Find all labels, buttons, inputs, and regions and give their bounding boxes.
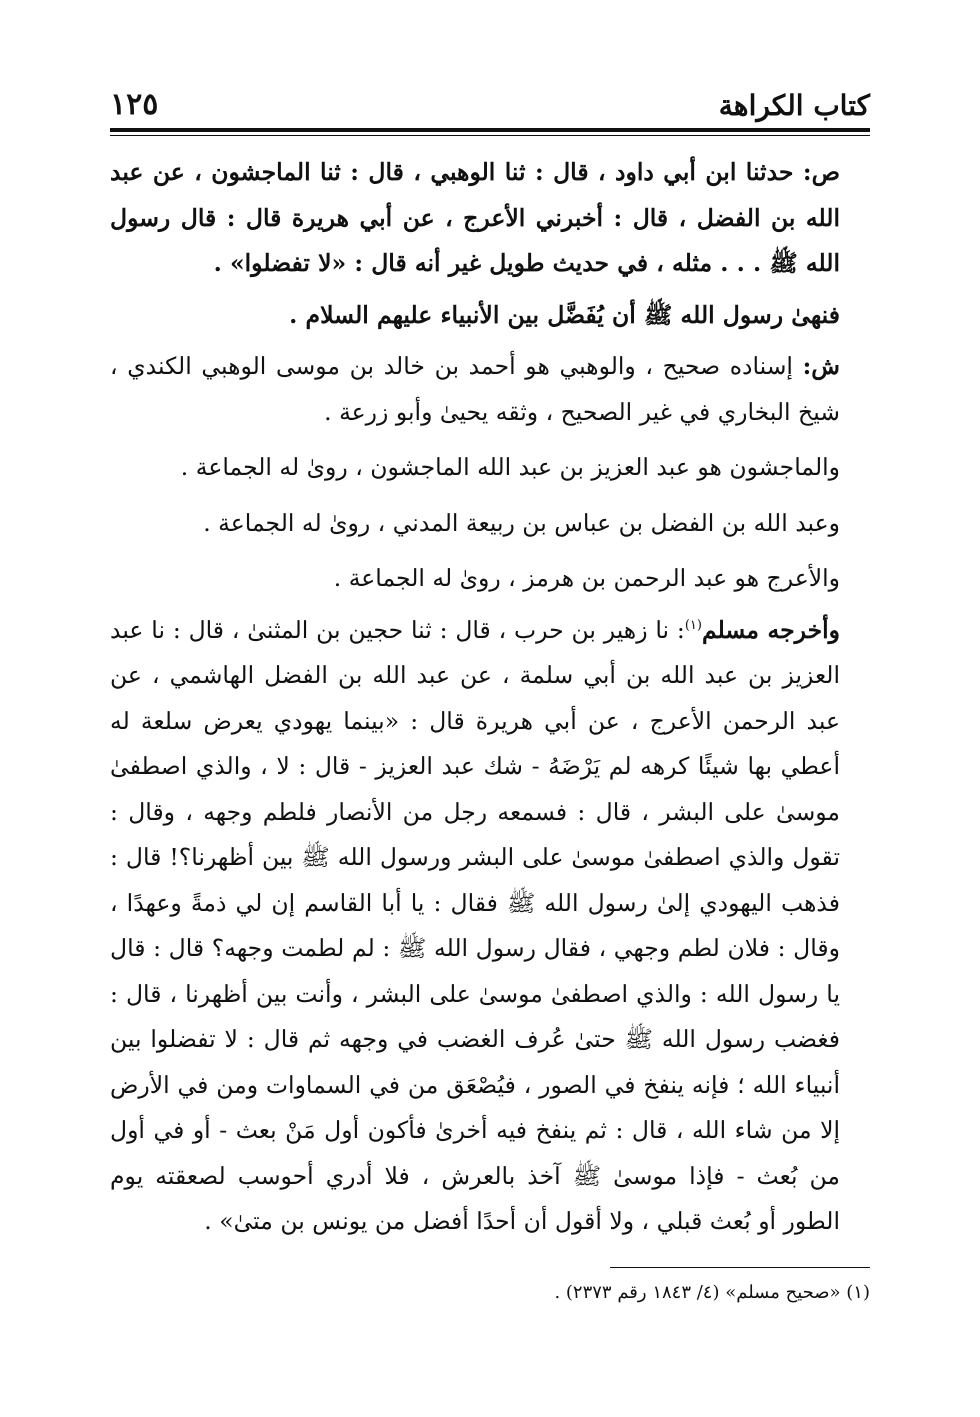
page-number: ١٢٥ — [110, 87, 159, 122]
muslim-text: : نا زهير بن حرب ، قال : ثنا حجين بن المثنىٰ ، قال : نا عبد العزيز بن عبد الله بن أبي سلمة ، عن عبد الله بن الفضل الهاشمي ، عن عبد الرحمن الأعرج ، عن أبي هريرة قال : «بينما يهودي يعرض سلعة له أعطي بها شيئًا كرهه لم يَرْضَهُ - شك عبد العزيز - قال : لا ، والذي اصطفىٰ موسىٰ على البشر ، قال : فسمعه رجل من الأنصار فلطم وجهه ، وقال : تقول والذي اصطفىٰ موسىٰ على البشر ورسول الله ﷺ بين أظهرنا؟! قال : فذهب اليهودي إلىٰ رسول الله ﷺ فقال : يا أبا القاسم إن لي ذمةً وعهدًا ، وقال : فلان لطم وجهي ، فقال رسول الله ﷺ : لم لطمت وجهه؟ قال : قال يا رسول الله : والذي اصطفىٰ موسىٰ على البشر ، وأنت بين أظهرنا ، قال : فغضب رسول الله ﷺ حتىٰ عُرف الغضب في وجهه ثم قال : لا تفضلوا بين أنبياء الله ؛ فإنه ينفخ في الصور ، فيُصْعَق من في السماوات ومن في الأرض إلا من شاء الله ، قال : ثم ينفخ فيه أخرىٰ فأكون أول مَنْ بعث - أو في أول من بُعث - فإذا موسىٰ ﷺ آخذ بالعرش ، فلا أدري أحوسب لصعقته يوم الطور أو بُعث قبلي ، ولا أقول أن أحدًا أفضل من يونس بن متىٰ» . — [110, 615, 840, 1235]
araj-paragraph: والأعرج هو عبد الرحمن بن هرمز ، روىٰ له الجماعة . — [333, 564, 840, 592]
shin-paragraph — [110, 344, 870, 435]
book-title: كتاب الكراهة — [718, 89, 870, 122]
sad-label: ص: — [802, 158, 840, 186]
sad-text: حدثنا ابن أبي داود ، قال : ثنا الوهبي ، قال : ثنا الماجشون ، عن عبد الله بن الفضل ، قال : أخبرني الأعرج ، عن أبي هريرة قال : قال رسول الله ﷺ . . . مثله ، في حديث طويل غير أنه قال : «لا تفضلوا» . — [110, 158, 840, 277]
header-rule-thin — [110, 135, 870, 136]
footnote: (١) «صحيح مسلم» (٤/ ١٨٤٣ رقم ٢٣٧٣) . — [554, 1281, 870, 1303]
shin-label: ش: — [802, 352, 840, 380]
header-rule-thick — [110, 128, 870, 132]
majishun-paragraph: والماجشون هو عبد العزيز بن عبد الله الماجشون ، روىٰ له الجماعة . — [180, 453, 840, 481]
muslim-label: وأخرجه مسلم — [701, 615, 840, 644]
sad-paragraph — [110, 150, 870, 287]
footnote-rule — [610, 1267, 870, 1268]
abdullah-paragraph: وعبد الله بن الفضل بن عباس بن ربيعة المدني ، روىٰ له الجماعة . — [203, 508, 840, 537]
page-header — [110, 72, 870, 120]
shin-text: إسناده صحيح ، والوهبي هو أحمد بن خالد بن موسى الوهبي الكندي ، شيخ البخاري في غير الصحيح ، وثقه يحيىٰ وأبو زرعة . — [110, 352, 840, 426]
prohibition-paragraph: فنهىٰ رسول الله ﷺ أن يُفَضَّل بين الأنبياء عليهم السلام . — [289, 300, 840, 329]
footnote-ref[interactable]: (١) — [684, 617, 702, 633]
muslim-paragraph — [110, 608, 870, 1245]
